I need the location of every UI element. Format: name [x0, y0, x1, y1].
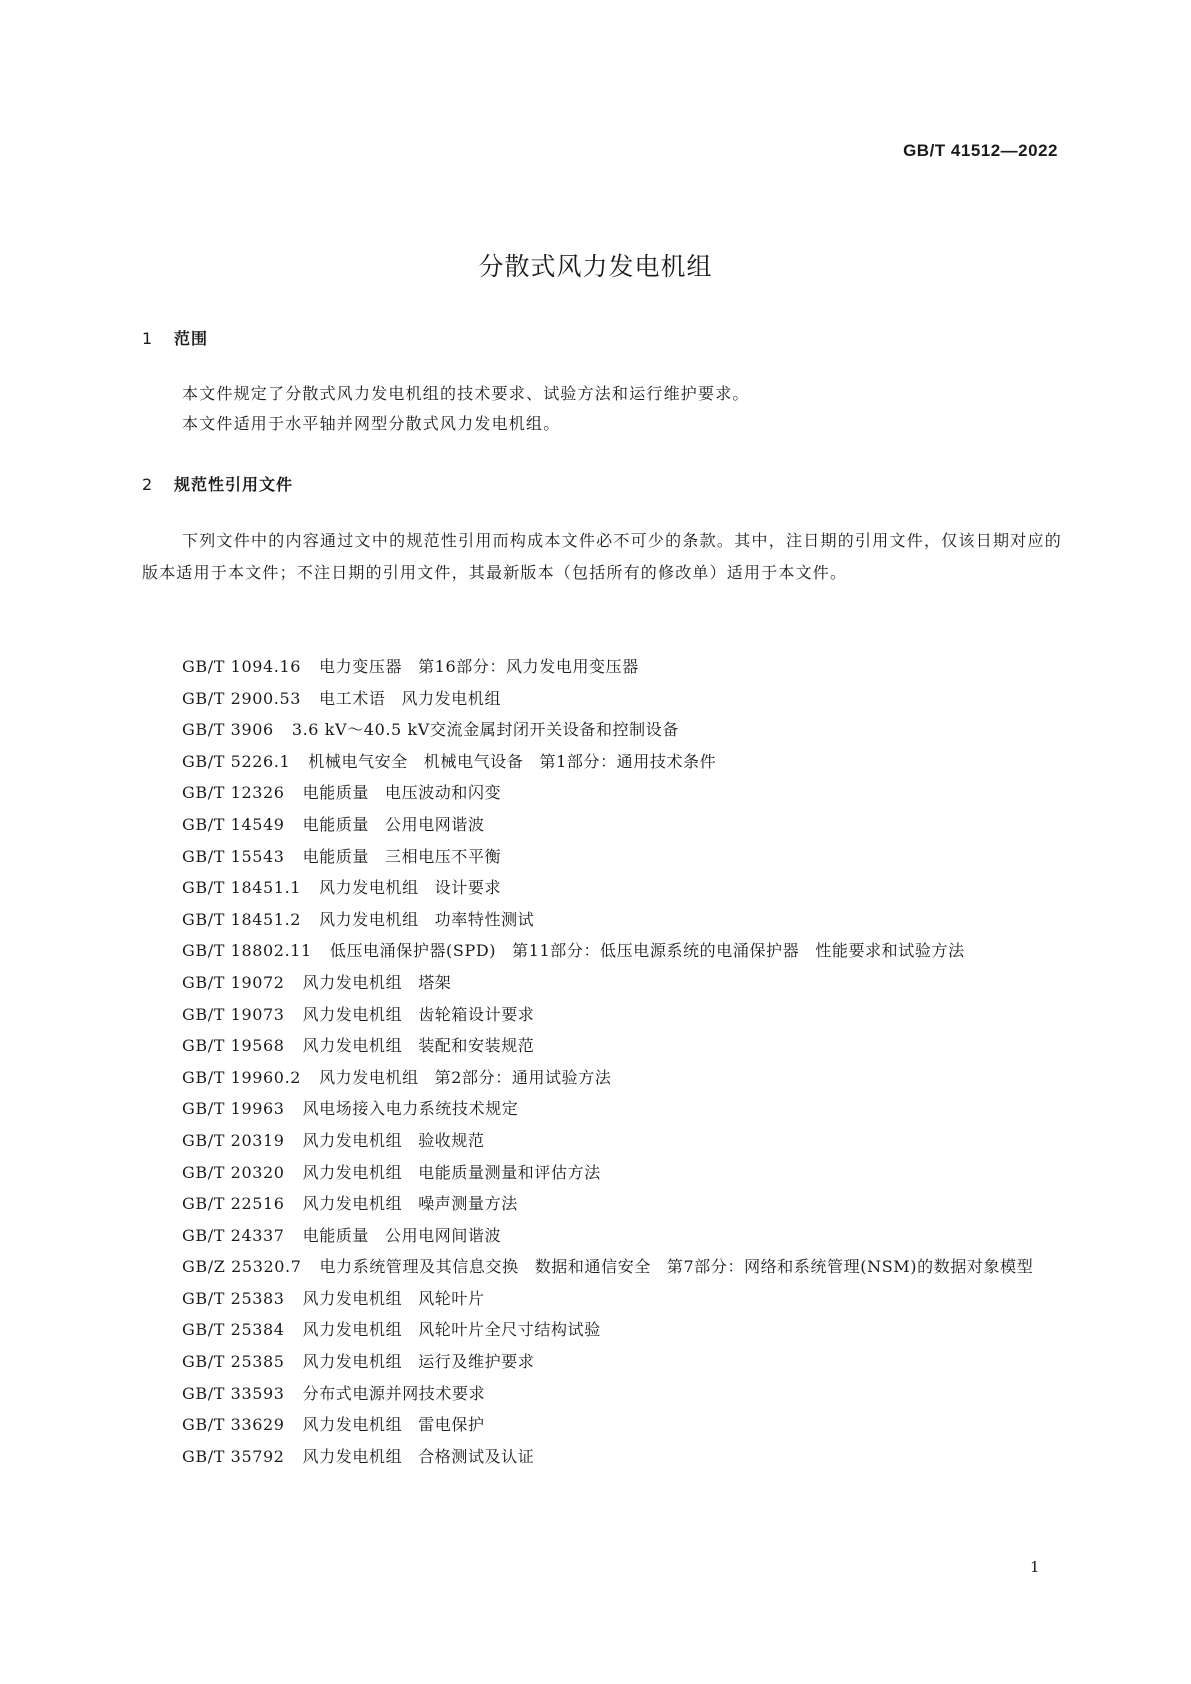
- reference-code: GB/T 20319: [182, 1130, 285, 1150]
- reference-title-part: 风力发电机组: [302, 1036, 403, 1056]
- reference-item: [142, 1220, 1062, 1252]
- reference-item: [142, 714, 1062, 746]
- reference-title-part: 风电场接入电力系统技术规定: [302, 1099, 519, 1119]
- reference-title-part: 风力发电机组: [401, 688, 502, 708]
- reference-item: [142, 651, 1062, 683]
- reference-item: [142, 746, 1062, 778]
- reference-title-part: 运行及维护要求: [418, 1352, 535, 1372]
- section-number: 2: [142, 475, 154, 494]
- reference-code: GB/T 12326: [182, 783, 285, 803]
- reference-item: [142, 777, 1062, 809]
- section-title: 范围: [174, 329, 209, 348]
- reference-code: GB/T 19960.2: [182, 1067, 302, 1087]
- reference-item: [142, 809, 1062, 841]
- reference-title-part: 三相电压不平衡: [385, 846, 502, 866]
- reference-item: [142, 967, 1062, 999]
- reference-title-part: 风力发电机组: [302, 1320, 403, 1340]
- reference-title-part: 功率特性测试: [434, 909, 535, 929]
- reference-code: GB/T 35792: [182, 1446, 285, 1466]
- reference-title-part: 电力系统管理及其信息交换: [319, 1257, 519, 1277]
- reference-code: GB/T 18802.11: [182, 941, 312, 961]
- reference-title-part: 机械电气安全: [308, 751, 408, 771]
- reference-title-part: 风力发电机组: [302, 1162, 403, 1182]
- reference-title-part: 装配和安装规范: [418, 1036, 535, 1056]
- reference-title-part: 第11部分：低压电源系统的电涌保护器: [512, 941, 800, 961]
- reference-code: GB/T 33593: [182, 1383, 285, 1403]
- reference-title-part: 分布式电源并网技术要求: [302, 1383, 486, 1403]
- reference-title-part: 低压电涌保护器(SPD): [329, 941, 497, 961]
- reference-title-part: 电力变压器: [319, 657, 403, 676]
- reference-title-part: 3.6 kV～40.5 kV交流金属封闭开关设备和控制设备: [291, 720, 679, 740]
- reference-code: GB/Z 25320.7: [182, 1257, 302, 1277]
- scope-paragraph-2: 本文件适用于水平轴并网型分散式风力发电机组。: [182, 414, 561, 433]
- reference-title-part: 风力发电机组: [302, 972, 403, 992]
- reference-title-part: 风力发电机组: [302, 1004, 403, 1024]
- reference-title-part: 电工术语: [319, 688, 386, 708]
- reference-item: [142, 872, 1062, 904]
- reference-item: [142, 1188, 1062, 1220]
- reference-item: [142, 1314, 1062, 1346]
- reference-item: [142, 1251, 1062, 1283]
- reference-code: GB/T 25383: [182, 1288, 285, 1308]
- reference-title-part: 电能质量: [302, 1225, 369, 1245]
- references-intro: 下列文件中的内容通过文中的规范性引用而构成本文件必不可少的条款。其中，注日期的引用文件，仅该日期对应的版本适用于本文件；不注日期的引用文件，其最新版本（包括所有的修改单）适用于本文件。: [142, 531, 1062, 582]
- reference-title-part: 公用电网间谐波: [385, 1225, 502, 1245]
- reference-title-part: 机械电气设备: [423, 751, 524, 771]
- reference-title-part: 电能质量: [302, 814, 369, 834]
- reference-title-part: 风力发电机组: [302, 1415, 403, 1435]
- reference-title-part: 验收规范: [418, 1130, 485, 1150]
- reference-item: [142, 1409, 1062, 1441]
- reference-code: GB/T 15543: [182, 846, 285, 866]
- reference-code: GB/T 18451.2: [182, 909, 302, 929]
- section-number: 1: [142, 329, 154, 348]
- section-title: 规范性引用文件: [174, 475, 294, 494]
- reference-title-part: 风轮叶片: [418, 1288, 485, 1308]
- reference-title-part: 合格测试及认证: [418, 1446, 535, 1466]
- reference-title-part: 塔架: [418, 972, 452, 992]
- reference-code: GB/T 2900.53: [182, 688, 302, 708]
- reference-title-part: 风力发电机组: [319, 878, 419, 898]
- reference-code: GB/T 19963: [182, 1099, 285, 1119]
- reference-item: [142, 683, 1062, 715]
- reference-title-part: 风力发电机组: [319, 1067, 419, 1087]
- reference-title-part: 数据和通信安全: [534, 1257, 651, 1277]
- reference-title-part: 风力发电机组: [302, 1352, 403, 1372]
- reference-code: GB/T 3906: [182, 720, 274, 740]
- reference-title-part: 第1部分：通用技术条件: [539, 751, 717, 771]
- reference-title-part: 电能质量: [302, 783, 369, 803]
- document-title: 分散式风力发电机组: [478, 252, 713, 281]
- reference-item: [142, 1157, 1062, 1189]
- reference-title-part: 噪声测量方法: [418, 1194, 518, 1214]
- reference-code: GB/T 25385: [182, 1352, 285, 1372]
- reference-title-part: 风力发电机组: [302, 1446, 403, 1466]
- reference-title-part: 电压波动和闪变: [385, 783, 502, 803]
- reference-code: GB/T 25384: [182, 1320, 285, 1340]
- reference-item: [142, 1378, 1062, 1410]
- reference-code: GB/T 22516: [182, 1194, 285, 1214]
- page-number: 1: [1030, 1558, 1040, 1576]
- section-heading-normative-references: [142, 472, 293, 495]
- reference-title-part: 风力发电机组: [302, 1194, 403, 1214]
- reference-item: [142, 1030, 1062, 1062]
- reference-title-part: 雷电保护: [418, 1415, 485, 1435]
- reference-list: [142, 651, 1062, 1472]
- reference-title-part: 电能质量: [302, 846, 369, 866]
- reference-title-part: 风力发电机组: [302, 1288, 403, 1308]
- reference-item: [142, 904, 1062, 936]
- reference-code: GB/T 1094.16: [182, 657, 302, 676]
- reference-code: GB/T 24337: [182, 1225, 285, 1245]
- reference-item: [142, 1093, 1062, 1125]
- reference-item: [142, 1062, 1062, 1094]
- reference-item: [142, 1441, 1062, 1473]
- reference-item: [142, 841, 1062, 873]
- reference-item: [142, 999, 1062, 1031]
- reference-title-part: 第7部分：网络和系统管理(NSM)的数据对象模型: [666, 1257, 1034, 1277]
- reference-title-part: 齿轮箱设计要求: [418, 1004, 535, 1024]
- reference-code: GB/T 14549: [182, 814, 285, 834]
- reference-title-part: 第16部分：风力发电用变压器: [418, 657, 639, 676]
- reference-title-part: 风轮叶片全尺寸结构试验: [418, 1320, 601, 1340]
- reference-code: GB/T 19073: [182, 1004, 285, 1024]
- scope-paragraph-1: 本文件规定了分散式风力发电机组的技术要求、试验方法和运行维护要求。: [182, 384, 750, 403]
- reference-title-part: 第2部分：通用试验方法: [434, 1067, 612, 1087]
- reference-title-part: 公用电网谐波: [385, 814, 485, 834]
- reference-code: GB/T 20320: [182, 1162, 285, 1182]
- reference-code: GB/T 19568: [182, 1036, 285, 1056]
- reference-title-part: 电能质量测量和评估方法: [418, 1162, 601, 1182]
- reference-code: GB/T 18451.1: [182, 878, 302, 898]
- reference-code: GB/T 33629: [182, 1415, 285, 1435]
- standard-number: GB/T 41512—2022: [903, 141, 1058, 160]
- reference-code: GB/T 19072: [182, 972, 285, 992]
- reference-item: [142, 935, 1062, 967]
- reference-title-part: 性能要求和试验方法: [815, 941, 965, 961]
- section-heading-scope: [142, 326, 208, 349]
- reference-item: [142, 1283, 1062, 1315]
- reference-title-part: 风力发电机组: [319, 909, 419, 929]
- reference-item: [142, 1125, 1062, 1157]
- reference-code: GB/T 5226.1: [182, 751, 291, 771]
- reference-title-part: 风力发电机组: [302, 1130, 403, 1150]
- reference-title-part: 设计要求: [434, 878, 502, 898]
- reference-item: [142, 1346, 1062, 1378]
